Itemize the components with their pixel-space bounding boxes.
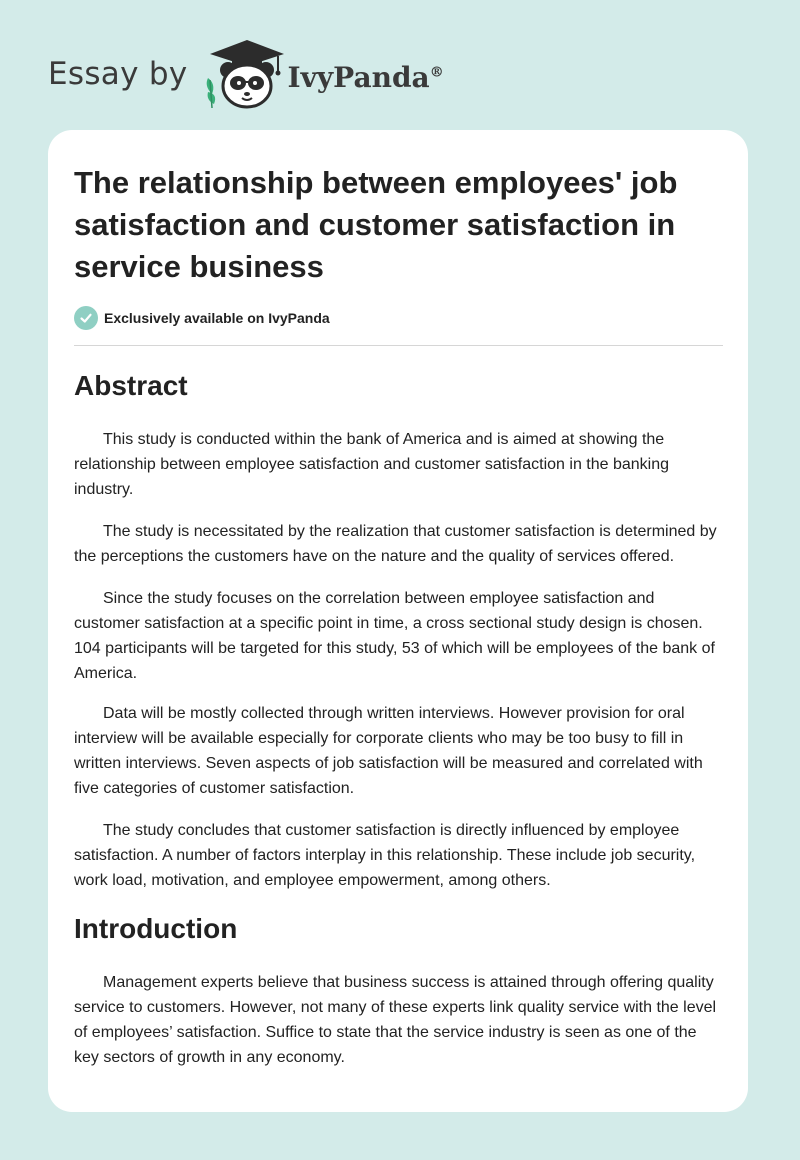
brand-prefix: Essay by bbox=[48, 56, 188, 92]
paragraph: The study concludes that customer satisfaction is directly influenced by employee satisfaction. A number of factors interplay in this relationship. These include job security, work load, motivation, and employee empowerment, among others. bbox=[74, 822, 696, 889]
divider bbox=[74, 345, 723, 346]
badge-text: Exclusively available on IvyPanda bbox=[104, 310, 330, 326]
paragraph: Management experts believe that business success is attained through offering quality service to customers. However, not many of these experts link quality service with the level of employees’ satisfaction. Suffice to state that the service industry is seen as one of the key sectors of growth in any economy. bbox=[74, 974, 717, 1066]
paragraph: Data will be mostly collected through written interviews. However provision for oral interview will be available especially for corporate clients who may be too busy to fill in written interviews. Seven aspects of job satisfaction will be measured and correlated with five categories of customer satisfaction. bbox=[74, 705, 703, 797]
brand-name: IvyPanda® bbox=[287, 60, 444, 94]
section-heading-abstract: Abstract bbox=[74, 370, 188, 401]
check-circle-icon bbox=[74, 306, 98, 330]
paragraph: This study is conducted within the bank of America and is aimed at showing the relationship between employee satisfaction and customer satisfaction in the banking industry. bbox=[74, 431, 670, 498]
paragraph: Since the study focuses on the correlation between employee satisfaction and customer satisfaction at a specific point in time, a cross sectional study design is chosen. 104 participants will be targeted for this study, 53 of which will be employees of the bank of America. bbox=[74, 590, 715, 682]
panda-logo-icon bbox=[202, 34, 292, 114]
section-heading-introduction: Introduction bbox=[74, 913, 238, 944]
article-title: The relationship between employees' job satisfaction and customer satisfaction in service business bbox=[74, 165, 678, 284]
brand-header[interactable] bbox=[48, 34, 444, 114]
paragraph: The study is necessitated by the realization that customer satisfaction is determined by the perceptions the customers have on the nature and the quality of services offered. bbox=[74, 523, 717, 565]
article-card bbox=[48, 130, 748, 1112]
exclusive-badge bbox=[74, 306, 330, 330]
